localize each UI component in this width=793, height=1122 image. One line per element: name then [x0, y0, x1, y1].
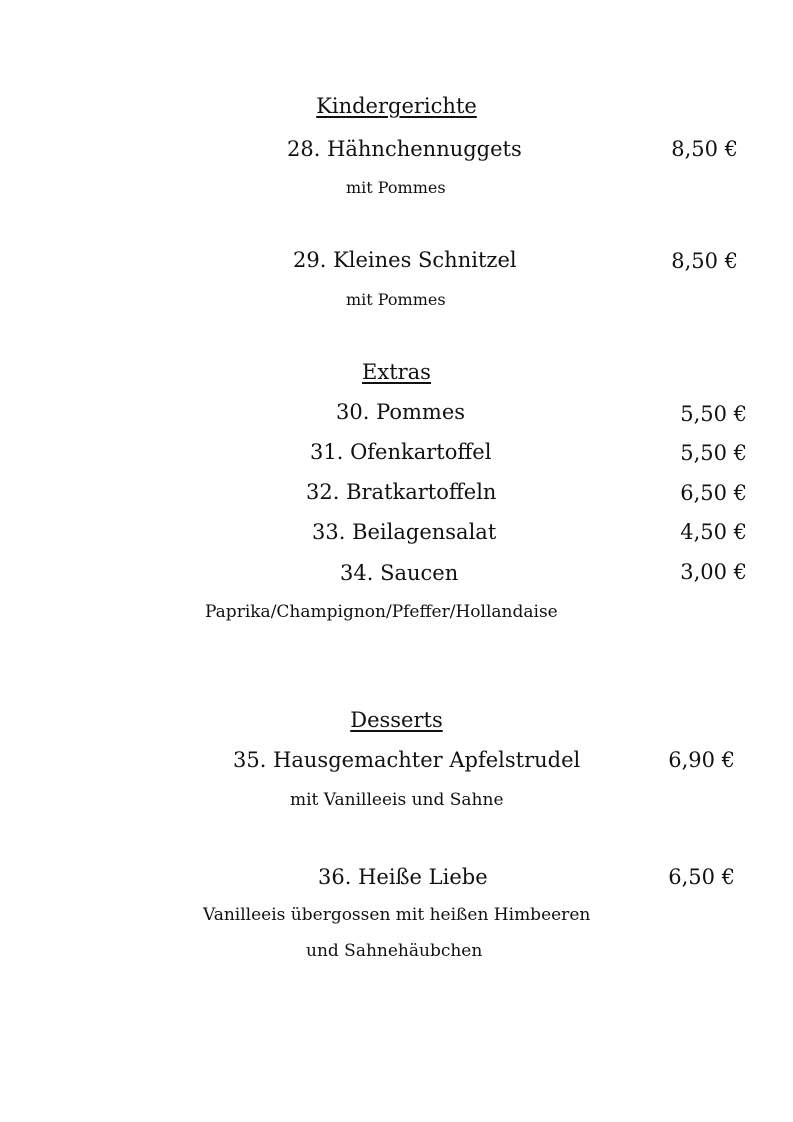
section-title-kindergerichte: Kindergerichte: [316, 94, 477, 118]
menu-item-price: 6,50 €: [680, 481, 747, 505]
menu-item-name: 32. Bratkartoffeln: [306, 480, 497, 504]
menu-item-description: mit Vanilleeis und Sahne: [290, 790, 504, 810]
menu-item-name: 29. Kleines Schnitzel: [293, 248, 517, 272]
menu-item-name: 31. Ofenkartoffel: [310, 440, 492, 464]
menu-item-name: 36. Heiße Liebe: [318, 865, 488, 889]
menu-item-price: 6,90 €: [668, 748, 735, 772]
menu-item-price: 8,50 €: [671, 249, 738, 273]
menu-item-description: mit Pommes: [346, 178, 446, 197]
menu-item-description: Paprika/Champignon/Pfeffer/Hollandaise: [205, 602, 558, 622]
menu-item-price: 8,50 €: [671, 137, 738, 161]
menu-item-price: 5,50 €: [680, 402, 747, 426]
menu-item-description: Vanilleeis übergossen mit heißen Himbeeren: [203, 905, 591, 925]
menu-item-name: 33. Beilagensalat: [312, 520, 497, 544]
section-title-extras: Extras: [362, 360, 431, 384]
menu-item-price: 6,50 €: [668, 865, 735, 889]
menu-item-description: mit Pommes: [346, 290, 446, 309]
menu-item-price: 3,00 €: [680, 560, 747, 584]
menu-item-name: 30. Pommes: [336, 400, 466, 424]
menu-item-description: und Sahnehäubchen: [306, 941, 483, 961]
menu-item-name: 35. Hausgemachter Apfelstrudel: [233, 748, 581, 772]
menu-item-price: 5,50 €: [680, 441, 747, 465]
menu-item-price: 4,50 €: [680, 520, 747, 544]
menu-item-name: 28. Hähnchennuggets: [287, 137, 522, 161]
section-title-desserts: Desserts: [350, 708, 443, 732]
menu-item-name: 34. Saucen: [340, 561, 459, 585]
